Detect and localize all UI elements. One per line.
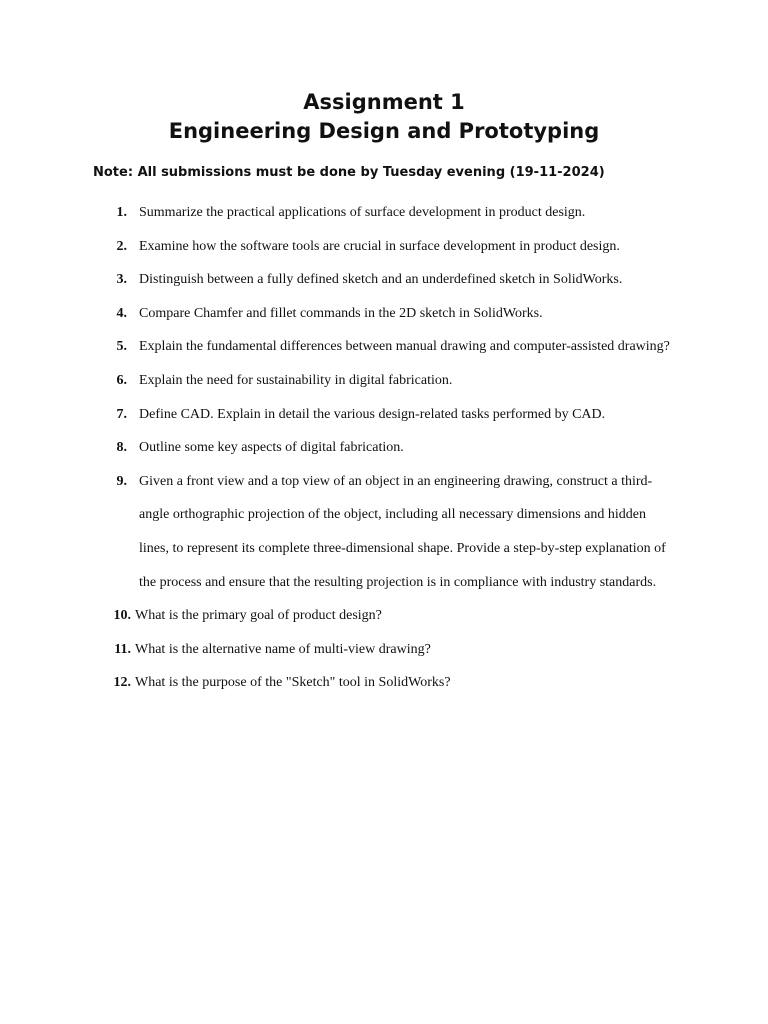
document-subtitle: Engineering Design and Prototyping: [168, 119, 600, 143]
question-text: Distinguish between a fully defined sketch and an underdefined sketch in SolidWorks.: [139, 272, 623, 288]
question-number: 12.: [113, 675, 131, 691]
question-item: [0, 666, 768, 700]
document-title: Assignment 1: [303, 90, 465, 114]
question-text: Summarize the practical applications of surface development in product design.: [139, 205, 586, 220]
question-item: [0, 230, 768, 264]
question-item: [0, 465, 768, 599]
question-text: Given a front view and a top view of an object in an engineering drawing, construct a third-angle orthographic projection of the object, including all necessary dimensions and hidden lines, to represent its complete three-dimensional shape. Provide a step-by-step explanation of the process and ensure that the resulting projection is in compliance with industry standards.: [139, 473, 666, 590]
question-number: 8.: [116, 440, 127, 456]
question-item: [0, 364, 768, 398]
question-text: Outline some key aspects of digital fabrication.: [139, 440, 404, 456]
question-text: Explain the need for sustainability in digital fabrication.: [139, 372, 453, 388]
question-item: [0, 599, 768, 633]
question-item: [0, 263, 768, 297]
question-item: [0, 398, 768, 432]
question-text: Explain the fundamental differences between manual drawing and computer-assisted drawing?: [139, 339, 670, 355]
question-number: 10.: [113, 608, 131, 624]
question-item: [0, 330, 768, 364]
question-text: Define CAD. Explain in detail the various design-related tasks performed by CAD.: [139, 406, 606, 422]
question-item: [0, 297, 768, 331]
question-text: What is the alternative name of multi-view drawing?: [135, 641, 431, 657]
question-number: 6.: [116, 372, 127, 388]
submission-note: Note: All submissions must be done by Tuesday evening (19-11-2024): [93, 165, 605, 180]
question-number: 11.: [114, 641, 131, 657]
question-number: 7.: [116, 406, 127, 422]
question-text: Examine how the software tools are crucial in surface development in product design.: [139, 238, 620, 254]
question-number: 3.: [116, 272, 127, 288]
question-number: 2.: [116, 238, 127, 254]
question-number: 4.: [116, 305, 127, 321]
question-text: What is the primary goal of product design?: [135, 608, 382, 624]
question-number: 9.: [116, 473, 127, 489]
question-text: What is the purpose of the "Sketch" tool in SolidWorks?: [135, 675, 451, 691]
question-list: [0, 196, 768, 700]
question-text: Compare Chamfer and fillet commands in the 2D sketch in SolidWorks.: [139, 305, 543, 321]
question-number: 1.: [116, 205, 127, 220]
question-item: [0, 431, 768, 465]
question-item: [0, 196, 768, 230]
question-item: [0, 633, 768, 667]
question-number: 5.: [116, 339, 127, 355]
